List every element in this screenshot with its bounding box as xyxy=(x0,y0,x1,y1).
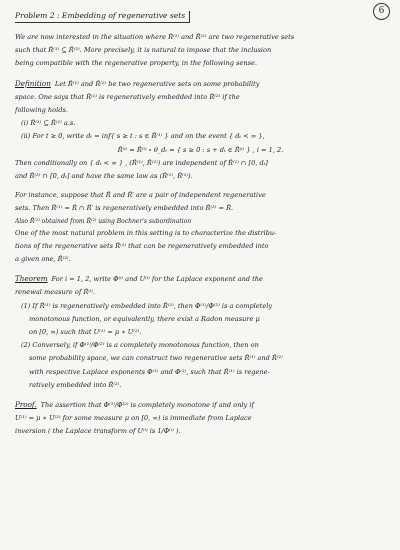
proof-line: inversion ( the Laplace transform of U⁽ⁱ⁾ is 1/Φ⁽ⁱ⁾ ). xyxy=(15,427,181,436)
problem-title-text: Problem 2 : Embedding of regenerative sets xyxy=(15,11,190,23)
theorem-item-1-line: (1) If Ř⁽¹⁾ is regeneratively embedded into Ř⁽²⁾, then Φ⁽¹⁾/Φ⁽²⁾ is a completely xyxy=(21,301,273,310)
definition-heading: Definition xyxy=(15,78,51,88)
theorem-line: For i = 1, 2, write Φ⁽ⁱ⁾ and U⁽ⁱ⁾ for the Laplace exponent and the xyxy=(51,275,263,284)
problem-title xyxy=(15,11,386,23)
example-line: a given one, Ř⁽²⁾. xyxy=(15,255,71,264)
proof-heading: Proof. xyxy=(15,400,37,410)
example-line: sets. Then Ř⁽¹⁾ = Ř ∩ Ř′ is regeneratively embedded into Ř⁽²⁾ = Ř. xyxy=(15,204,234,213)
example-line: For instance, suppose that Ř and Ř′ are a pair of independent regenerative xyxy=(15,191,266,200)
intro-line: We are now interested in the situation where Ř⁽¹⁾ and Ř⁽²⁾ are two regenerative sets xyxy=(15,33,295,41)
definition-item-ii: (ii) For t ≥ 0, write dₜ = inf{ s ≥ t : s ∈ Ř⁽¹⁾ } and on the event { dₜ < ∞ }, xyxy=(21,132,265,141)
proof-line: U⁽¹⁾ = μ ∗ U⁽²⁾ for some measure μ on [0, ∞) is immediate from Laplace xyxy=(15,414,252,423)
definition-line: space. One says that Ř⁽¹⁾ is regeneratively embedded into Ř⁽²⁾ if the xyxy=(15,92,240,101)
theorem-item-1-line: on [0, ∞) such that U⁽¹⁾ = μ ∗ U⁽²⁾. xyxy=(29,328,142,337)
definition-tail-line: and Ř⁽²⁾ ∩ [0, dₜ] and have the same law as (Ř⁽¹⁾, Ř⁽²⁾). xyxy=(15,172,193,181)
theorem-block xyxy=(15,272,386,392)
definition-line: Let Ř⁽¹⁾ and Ř⁽²⁾ be two regenerative sets on some probability xyxy=(54,79,260,88)
theorem-line: renewal measure of Ř⁽ⁱ⁾. xyxy=(15,288,95,297)
intro-paragraph xyxy=(15,31,386,71)
theorem-heading: Theorem xyxy=(15,274,48,284)
definition-tail-line: Then conditionally on { dₜ < ∞ } , (Ř⁽¹⁾, Ř⁽²⁾) are independent of Ř⁽¹⁾ ∩ [0, dₜ] xyxy=(15,158,268,167)
proof-block xyxy=(15,398,386,439)
theorem-first-line xyxy=(15,272,386,286)
intro-line: being compatible with the regenerative property, in the following sense. xyxy=(15,59,257,68)
example-note-line: Also Ř⁽¹⁾ obtained from Ř⁽²⁾ using Bochner's subordination xyxy=(15,217,192,225)
theorem-item-2-line: (2) Conversely, if Φ⁽¹⁾/Φ⁽²⁾ is a completely monotonous function, then on xyxy=(21,341,259,350)
page-number: 6 xyxy=(373,3,390,20)
definition-block xyxy=(15,77,386,184)
definition-line: following holds. xyxy=(15,106,68,115)
definition-first-line xyxy=(15,77,386,91)
proof-line: The assertion that Φ⁽¹⁾/Φ⁽²⁾ is completely monotone if and only if xyxy=(40,401,254,410)
intro-line: such that Ř⁽¹⁾ ⊆ Ř⁽²⁾. More precisely, it is natural to impose that the inclusion xyxy=(15,46,272,55)
definition-item-i: (i) Ř⁽¹⁾ ⊆ Ř⁽²⁾ a.s. xyxy=(21,119,76,128)
theorem-item-2-line: with respective Laplace exponents Φ⁽¹⁾ and Φ⁽²⁾, such that Ř⁽¹⁾ is regene- xyxy=(29,367,270,376)
theorem-item-2-line: some probability space, we can construct two regenerative sets Ř⁽¹⁾ and Ř⁽²⁾ xyxy=(29,354,283,363)
example-paragraph xyxy=(15,189,386,266)
proof-first-line xyxy=(15,398,386,412)
definition-formula: Ř⁽ⁱ⁾ = Ř⁽ⁱ⁾ ∘ θ_dₜ = { s ≥ 0 : s + dₜ ∈ Ř⁽ⁱ⁾ } , i = 1, 2. xyxy=(117,145,284,154)
theorem-item-2-line: ratively embedded into Ř⁽²⁾. xyxy=(29,380,122,389)
example-line: One of the most natural problem in this setting is to characterize the distribu- xyxy=(15,228,277,237)
theorem-item-1-line: monotonous function, or equivalently, there exist a Radon measure μ xyxy=(29,314,260,323)
example-line: tions of the regenerative sets Ř⁽¹⁾ that can be regeneratively embedded into xyxy=(15,241,269,250)
